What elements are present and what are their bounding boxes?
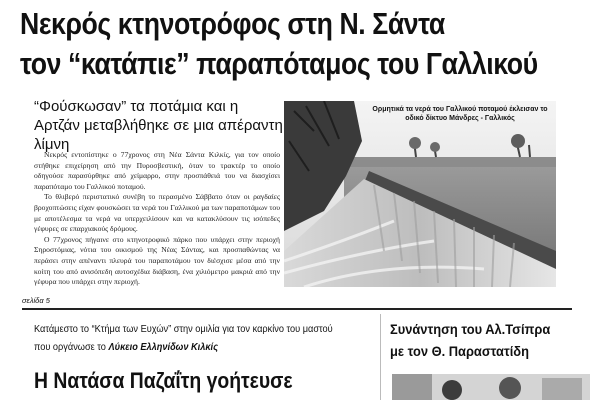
article-body xyxy=(34,150,280,288)
story2-headline: Η Νατάσα Παζαΐτη γοήτευσε xyxy=(34,368,293,393)
story3-line-1: Συνάντηση του Αλ.Τσίπρα xyxy=(390,321,551,337)
flood-photo xyxy=(284,101,556,287)
story3-line-2: με τον Θ. Παραστατίδη xyxy=(390,343,529,359)
story2-kicker xyxy=(34,321,338,357)
meeting-photo-image xyxy=(392,374,590,400)
story3-headline xyxy=(390,318,574,362)
meeting-photo xyxy=(392,374,590,400)
photo-caption: Ορμητικά τα νερά του Γαλλικού ποταμού έκλεισαν το οδικό δίκτυο Μάνδρες - Γαλλικός xyxy=(372,106,548,122)
flood-photo-image xyxy=(284,101,556,287)
subheadline: “Φούσκωσαν” τα ποτάμια και η Αρτζάν μεταβλήθηκε σε μια απέραντη λίμνη xyxy=(34,98,283,153)
kicker-text: Κατάμεστο το “Κτήμα των Ευχών” στην ομιλία για τον καρκίνο του μαστού που οργάνωσε το xyxy=(34,324,333,353)
paragraph: Νεκρός εντοπίστηκε ο 77χρονος στη Νέα Σάντα Κιλκίς, για τον οποίο στήθηκε επιχείρηση από την Πυροσβεστική, όταν το τρακτέρ το οποίο οδηγούσε παρασύρθηκε από χείμαρρο, στην προσπάθειά του να διασχίσει παραπόταμο του Γαλλικού ποταμού. xyxy=(34,150,280,191)
page-reference: σελίδα 5 xyxy=(22,296,50,305)
headline-line-2: τον “κατάπιε” παραπόταμος του Γαλλικού xyxy=(20,46,538,81)
paragraph: Το θλιβερό περιστατικό συνέβη το περασμένο Σάββατο όταν οι ραγδαίες βροχοπτώσεις είχαν φουσκώσει τα νερά του Γαλλικού μα των παραποτάμων του με αποτέλεσμα τα νερά να υπερχειλίσουν και να κατακλύσουν τις ισόπεδες γέφυρες σε επαρχιακούς δρόμους. xyxy=(34,192,280,234)
column-divider xyxy=(380,314,381,400)
paragraph: Ο 77χρονος πήγαινε στο κτηνοτροφικό πάρκο που υπάρχει στην περιοχή Σηροστόμιας, νότια του οικισμού της Νέας Σάντας, και προσπαθώντας να περάσει στην απέναντι πλευρά του παραποτάμου τον διέσχισε μέσα από την κοίτη του από ανισόπεδη αυτοσχέδια διάβαση, ένα χιλιόμετρο μακριά από την γέφυρα που υπάρχει στην περιοχή. xyxy=(34,234,280,287)
kicker-bold: Λύκειο Ελληνίδων Κιλκίς xyxy=(108,342,219,353)
section-divider xyxy=(22,308,572,310)
main-headline xyxy=(20,4,538,84)
headline-line-1: Νεκρός κτηνοτρόφος στη Ν. Σάντα xyxy=(20,6,445,41)
